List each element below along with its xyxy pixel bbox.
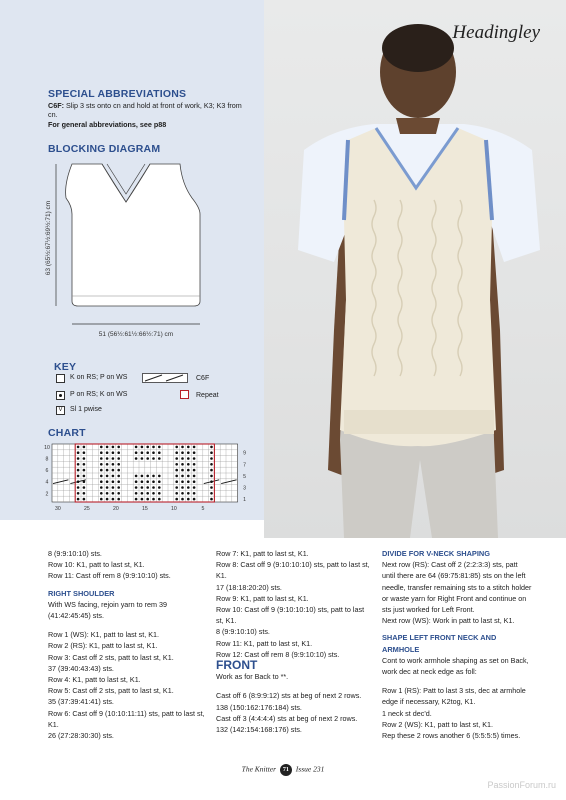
c6f-symbol [142, 373, 188, 383]
col1-line: 8 (9:9:10:10) sts. [48, 549, 102, 558]
col2-line: Row 12: Cast off rem 8 (9:9:10:10) sts. [216, 649, 340, 659]
text-column-3 [382, 548, 532, 741]
col2-line: 138 (150:162:176:184) sts. [216, 702, 302, 712]
text-column-1 [48, 548, 206, 741]
col2-line: Row 8: Cast off 9 (9:10:10:10) sts, patt to last st, K1. [216, 560, 370, 581]
page-number: 71 [280, 764, 292, 776]
chart-heading: CHART [48, 427, 86, 439]
col2-line: 17 (18:18:20:20) sts. [216, 582, 282, 592]
special-abbreviations-text [48, 101, 248, 129]
divide-v-neck-heading: DIVIDE FOR V-NECK SHAPING [382, 549, 490, 558]
col1-line: 37 (39:40:43:43) sts. [48, 663, 114, 673]
chart-row-label: 4 [45, 479, 49, 486]
col1-line: Row 6: Cast off 9 (10:10:11:11) sts, patt to last st, K1. [48, 708, 205, 729]
right-shoulder-heading: RIGHT SHOULDER [48, 588, 115, 598]
col3-line: Row 1 (RS): Patt to last 3 sts, dec at armhole edge if necessary, K2tog, K1. [382, 686, 526, 707]
general-abbreviations-note: For general abbreviations, see p88 [48, 119, 167, 129]
col2-line: Row 9: K1, patt to last st, K1. [216, 593, 309, 603]
col2-line: Cast off 3 (4:4:4:4) sts at beg of next 2 rows. [216, 713, 358, 723]
chart-grid [52, 444, 238, 502]
watermark: PassionForum.ru [487, 780, 556, 790]
magazine-name: The Knitter [241, 764, 277, 774]
repeat-symbol [180, 390, 189, 399]
col1-line: 35 (37:39:41:41) sts. [48, 697, 114, 707]
col2-line: 132 (142:154:168:176) sts. [216, 725, 302, 735]
col1-line: Row 5: Cast off 2 sts, patt to last st, K1. [48, 686, 174, 696]
col3-line: Next row (WS): Work in patt to last st, K1. [382, 616, 515, 626]
width-measurement: 51 (56½:61½:66½:71) cm [98, 331, 174, 338]
blocking-diagram [44, 156, 256, 351]
key-heading: KEY [54, 361, 77, 373]
chart-col-label: 5 [201, 506, 205, 512]
front-heading: FRONT [216, 658, 258, 673]
col1-line: Row 3: Cast off 2 sts, patt to last st, K1. [48, 652, 174, 662]
col2-line: Row 10: Cast off 9 (9:10:10:10) sts, patt to last st, K1. [216, 605, 365, 626]
c6f-term: C6F: [48, 101, 64, 110]
chart-col-label: 25 [84, 506, 90, 512]
chart-row-label: 2 [45, 491, 49, 498]
special-abbreviations-heading: SPECIAL ABBREVIATIONS [48, 88, 187, 100]
text-column-2 [216, 548, 372, 735]
chart-col-label: 15 [142, 506, 148, 512]
model-photo-illustration [264, 0, 566, 538]
key-p-symbol [56, 391, 65, 400]
col3-line: 1 neck st dec'd. [382, 708, 432, 718]
chart-col-label: 30 [55, 506, 61, 512]
col3-line: Next row (RS): Cast off 2 (2:2:3:3) sts, patt until there are 64 (69:75:81:85) sts on the left needle, transfer remaining sts to a stitch holder or waste yarn for Right Front and continue on sts just worked for Left Front. [382, 560, 532, 615]
chart-row-label: 6 [45, 468, 49, 475]
col3-line: Cont to work armhole shaping as set on Back, work dec at neck edge as foll: [382, 655, 529, 677]
knitting-chart [42, 440, 254, 514]
col1-line: Row 2 (RS): K1, patt to last st, K1. [48, 641, 158, 651]
chart-col-label: 20 [113, 506, 119, 512]
col1-line: Row 11: Cast off rem 8 (9:9:10:10) sts. [48, 571, 171, 581]
chart-row-label: 3 [243, 485, 247, 492]
issue-number: Issue 231 [295, 764, 325, 774]
col1-line: With WS facing, rejoin yarn to rem 39 (41:42:45:45) sts. [48, 599, 168, 621]
key-item-sl: Sl 1 pwise [70, 406, 102, 413]
key-item-repeat: Repeat [196, 392, 219, 399]
col1-line: 26 (27:28:30:30) sts. [48, 731, 114, 741]
col2-line: 8 (9:9:10:10) sts. [216, 627, 270, 637]
col2-line: Cast off 6 (8:9:9:12) sts at beg of next 2 rows. [216, 691, 362, 701]
blocking-diagram-heading: BLOCKING DIAGRAM [48, 143, 161, 155]
chart-row-label: 9 [243, 450, 247, 457]
c6f-definition: Slip 3 sts onto cn and hold at front of work, K3; K3 from cn. [48, 101, 242, 120]
key-sl-symbol: V [56, 406, 65, 415]
key-item-k: K on RS; P on WS [70, 374, 128, 381]
key-k-symbol [56, 374, 65, 383]
col2-line: Row 11: K1, patt to last st, K1. [216, 638, 313, 648]
height-measurement: 63 (65½:67½:69½:71) cm [45, 200, 52, 276]
pattern-title: Headingley [452, 22, 540, 43]
chart-row-label: 7 [243, 462, 247, 469]
chart-row-label: 8 [45, 456, 49, 463]
col1-line: Row 4: K1, patt to last st, K1. [48, 675, 141, 685]
page-footer [0, 764, 566, 776]
chart-row-label: 5 [243, 473, 247, 480]
chart-row-label: 1 [243, 497, 247, 504]
key-item-p: P on RS; K on WS [70, 391, 128, 398]
col2-line: Work as for Back to **. [216, 672, 289, 682]
shape-left-front-heading: SHAPE LEFT FRONT NECK AND ARMHOLE [382, 633, 497, 654]
chart-row-label: 10 [44, 444, 50, 451]
chart-col-label: 10 [171, 506, 177, 512]
col2-line: Row 7: K1, patt to last st, K1. [216, 549, 309, 558]
key-item-c6f: C6F [196, 375, 210, 382]
garment-photo [264, 0, 566, 538]
col3-line: Rep these 2 rows another 6 (5:5:5:5) times. [382, 731, 521, 741]
col1-line: Row 10: K1, patt to last st, K1. [48, 560, 145, 570]
pattern-info-panel [0, 0, 264, 520]
col1-line: Row 1 (WS): K1, patt to last st, K1. [48, 630, 160, 640]
col3-line: Row 2 (WS): K1, patt to last st, K1. [382, 719, 494, 729]
